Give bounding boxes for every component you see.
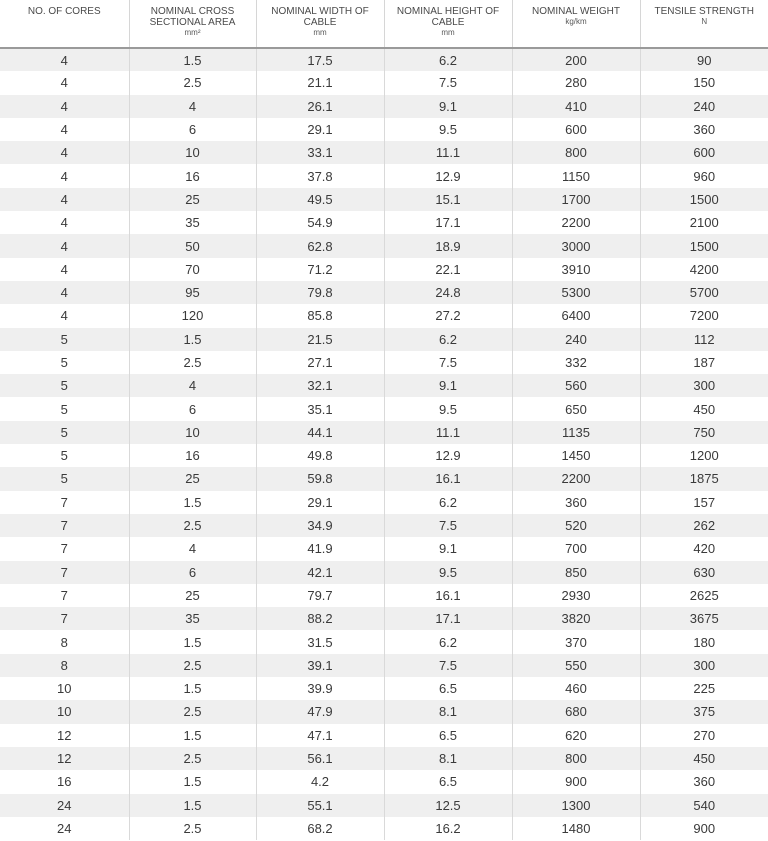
cell-tensile: 750 xyxy=(640,421,768,444)
table-row xyxy=(0,304,768,327)
cell-cross-section: 10 xyxy=(129,141,256,164)
table-row xyxy=(0,607,768,630)
cell-width: 49.8 xyxy=(256,444,384,467)
cell-cores: 10 xyxy=(0,700,129,723)
cell-cores: 5 xyxy=(0,467,129,490)
cell-cross-section: 25 xyxy=(129,584,256,607)
cell-tensile: 150 xyxy=(640,71,768,94)
cell-weight: 700 xyxy=(512,537,640,560)
cell-width: 68.2 xyxy=(256,817,384,840)
cell-tensile: 5700 xyxy=(640,281,768,304)
cell-height: 6.2 xyxy=(384,491,512,514)
cell-height: 9.1 xyxy=(384,95,512,118)
header-cross-section xyxy=(129,0,256,48)
cell-cores: 4 xyxy=(0,188,129,211)
cell-height: 6.5 xyxy=(384,677,512,700)
cell-cross-section: 1.5 xyxy=(129,794,256,817)
cell-width: 55.1 xyxy=(256,794,384,817)
cell-cross-section: 120 xyxy=(129,304,256,327)
cell-cross-section: 16 xyxy=(129,164,256,187)
cell-weight: 680 xyxy=(512,700,640,723)
cell-weight: 800 xyxy=(512,141,640,164)
table-row xyxy=(0,281,768,304)
cell-cores: 5 xyxy=(0,421,129,444)
header-label: NOMINAL CROSS SECTIONAL AREA xyxy=(149,6,236,28)
cell-weight: 1480 xyxy=(512,817,640,840)
cell-height: 6.5 xyxy=(384,770,512,793)
cell-height: 9.1 xyxy=(384,374,512,397)
cell-cores: 4 xyxy=(0,95,129,118)
cell-cores: 5 xyxy=(0,444,129,467)
cell-cross-section: 10 xyxy=(129,421,256,444)
cell-height: 12.9 xyxy=(384,164,512,187)
cell-height: 8.1 xyxy=(384,747,512,770)
header-width xyxy=(256,0,384,48)
cell-cross-section: 2.5 xyxy=(129,514,256,537)
header-label: NOMINAL WIDTH OF CABLE xyxy=(271,6,369,28)
cell-cross-section: 4 xyxy=(129,374,256,397)
cell-width: 85.8 xyxy=(256,304,384,327)
cell-height: 15.1 xyxy=(384,188,512,211)
cell-cross-section: 4 xyxy=(129,95,256,118)
cell-cross-section: 1.5 xyxy=(129,770,256,793)
table-row xyxy=(0,770,768,793)
table-row xyxy=(0,328,768,351)
cell-width: 35.1 xyxy=(256,397,384,420)
cell-cross-section: 2.5 xyxy=(129,654,256,677)
cell-height: 11.1 xyxy=(384,141,512,164)
cell-width: 37.8 xyxy=(256,164,384,187)
cell-weight: 560 xyxy=(512,374,640,397)
table-row xyxy=(0,724,768,747)
table-row xyxy=(0,537,768,560)
cell-cores: 24 xyxy=(0,794,129,817)
cell-height: 17.1 xyxy=(384,607,512,630)
cell-width: 41.9 xyxy=(256,537,384,560)
cell-width: 71.2 xyxy=(256,258,384,281)
cell-weight: 200 xyxy=(512,48,640,71)
cell-height: 6.2 xyxy=(384,630,512,653)
cell-width: 39.9 xyxy=(256,677,384,700)
table-row xyxy=(0,164,768,187)
header-tensile xyxy=(640,0,768,48)
table-row xyxy=(0,491,768,514)
cell-tensile: 360 xyxy=(640,118,768,141)
cell-cores: 4 xyxy=(0,164,129,187)
cell-weight: 1150 xyxy=(512,164,640,187)
cell-cross-section: 35 xyxy=(129,211,256,234)
cell-width: 34.9 xyxy=(256,514,384,537)
cell-weight: 360 xyxy=(512,491,640,514)
cell-cores: 8 xyxy=(0,654,129,677)
table-row xyxy=(0,234,768,257)
cell-height: 18.9 xyxy=(384,234,512,257)
cell-cores: 7 xyxy=(0,561,129,584)
cell-tensile: 630 xyxy=(640,561,768,584)
cell-cores: 5 xyxy=(0,397,129,420)
cell-cross-section: 1.5 xyxy=(129,48,256,71)
cell-cross-section: 70 xyxy=(129,258,256,281)
cell-cross-section: 95 xyxy=(129,281,256,304)
cell-height: 16.2 xyxy=(384,817,512,840)
cell-weight: 5300 xyxy=(512,281,640,304)
cell-weight: 900 xyxy=(512,770,640,793)
cell-width: 42.1 xyxy=(256,561,384,584)
cell-tensile: 360 xyxy=(640,770,768,793)
cell-tensile: 450 xyxy=(640,747,768,770)
table-body xyxy=(0,48,768,840)
cell-tensile: 240 xyxy=(640,95,768,118)
cell-width: 29.1 xyxy=(256,491,384,514)
table-row xyxy=(0,654,768,677)
cell-cores: 4 xyxy=(0,211,129,234)
cell-width: 26.1 xyxy=(256,95,384,118)
cell-width: 49.5 xyxy=(256,188,384,211)
cell-tensile: 900 xyxy=(640,817,768,840)
table-row xyxy=(0,48,768,71)
cell-cross-section: 2.5 xyxy=(129,747,256,770)
cell-cores: 10 xyxy=(0,677,129,700)
header-label: NO. OF CORES xyxy=(27,6,101,17)
cell-weight: 3910 xyxy=(512,258,640,281)
cell-height: 7.5 xyxy=(384,514,512,537)
cell-weight: 2200 xyxy=(512,467,640,490)
cell-width: 79.7 xyxy=(256,584,384,607)
cell-tensile: 300 xyxy=(640,374,768,397)
cell-weight: 280 xyxy=(512,71,640,94)
cell-weight: 1135 xyxy=(512,421,640,444)
cell-width: 21.5 xyxy=(256,328,384,351)
cell-width: 62.8 xyxy=(256,234,384,257)
cell-cores: 7 xyxy=(0,491,129,514)
cell-weight: 800 xyxy=(512,747,640,770)
table-row xyxy=(0,700,768,723)
cell-weight: 1300 xyxy=(512,794,640,817)
cell-cores: 4 xyxy=(0,258,129,281)
cell-width: 32.1 xyxy=(256,374,384,397)
cell-cross-section: 1.5 xyxy=(129,677,256,700)
cell-height: 22.1 xyxy=(384,258,512,281)
cell-cores: 4 xyxy=(0,281,129,304)
table-row xyxy=(0,71,768,94)
cell-width: 17.5 xyxy=(256,48,384,71)
header-unit: mm xyxy=(441,28,455,37)
table-row xyxy=(0,747,768,770)
cell-weight: 240 xyxy=(512,328,640,351)
cell-height: 24.8 xyxy=(384,281,512,304)
table-row xyxy=(0,794,768,817)
cell-cores: 7 xyxy=(0,584,129,607)
cell-tensile: 1500 xyxy=(640,234,768,257)
cell-weight: 600 xyxy=(512,118,640,141)
cell-height: 9.5 xyxy=(384,118,512,141)
cell-tensile: 3675 xyxy=(640,607,768,630)
cell-weight: 2930 xyxy=(512,584,640,607)
cell-tensile: 262 xyxy=(640,514,768,537)
cell-cores: 7 xyxy=(0,537,129,560)
cell-width: 54.9 xyxy=(256,211,384,234)
cell-cross-section: 35 xyxy=(129,607,256,630)
cell-weight: 520 xyxy=(512,514,640,537)
cell-tensile: 450 xyxy=(640,397,768,420)
cell-height: 6.5 xyxy=(384,724,512,747)
cell-cores: 12 xyxy=(0,747,129,770)
cell-weight: 6400 xyxy=(512,304,640,327)
cell-width: 44.1 xyxy=(256,421,384,444)
header-unit: mm xyxy=(313,28,327,37)
table-row xyxy=(0,188,768,211)
cell-width: 59.8 xyxy=(256,467,384,490)
cell-tensile: 112 xyxy=(640,328,768,351)
cell-width: 47.9 xyxy=(256,700,384,723)
cell-cores: 5 xyxy=(0,351,129,374)
cell-width: 56.1 xyxy=(256,747,384,770)
cell-tensile: 225 xyxy=(640,677,768,700)
cell-cross-section: 25 xyxy=(129,467,256,490)
cell-width: 4.2 xyxy=(256,770,384,793)
cell-width: 33.1 xyxy=(256,141,384,164)
cell-height: 16.1 xyxy=(384,467,512,490)
table-row xyxy=(0,211,768,234)
cell-cores: 4 xyxy=(0,71,129,94)
cell-tensile: 600 xyxy=(640,141,768,164)
header-cores xyxy=(0,0,129,48)
cell-tensile: 2100 xyxy=(640,211,768,234)
cell-weight: 460 xyxy=(512,677,640,700)
cell-width: 27.1 xyxy=(256,351,384,374)
table-row xyxy=(0,561,768,584)
cell-cross-section: 1.5 xyxy=(129,328,256,351)
table-row xyxy=(0,630,768,653)
cell-height: 12.9 xyxy=(384,444,512,467)
cell-height: 16.1 xyxy=(384,584,512,607)
cell-cross-section: 1.5 xyxy=(129,630,256,653)
cell-tensile: 270 xyxy=(640,724,768,747)
cell-width: 21.1 xyxy=(256,71,384,94)
cell-cross-section: 1.5 xyxy=(129,491,256,514)
cell-height: 7.5 xyxy=(384,654,512,677)
cell-cores: 16 xyxy=(0,770,129,793)
table-row xyxy=(0,584,768,607)
cell-width: 39.1 xyxy=(256,654,384,677)
cell-cross-section: 4 xyxy=(129,537,256,560)
header-height xyxy=(384,0,512,48)
cell-tensile: 420 xyxy=(640,537,768,560)
cell-cores: 8 xyxy=(0,630,129,653)
cell-height: 9.1 xyxy=(384,537,512,560)
cell-cores: 4 xyxy=(0,304,129,327)
header-label: TENSILE STRENGTH xyxy=(654,6,754,17)
cell-height: 17.1 xyxy=(384,211,512,234)
cell-weight: 332 xyxy=(512,351,640,374)
header-label: NOMINAL WEIGHT xyxy=(532,6,620,17)
table-row xyxy=(0,817,768,840)
cell-height: 9.5 xyxy=(384,397,512,420)
table-row xyxy=(0,118,768,141)
cell-height: 8.1 xyxy=(384,700,512,723)
cell-width: 29.1 xyxy=(256,118,384,141)
cell-height: 6.2 xyxy=(384,328,512,351)
cell-cross-section: 6 xyxy=(129,561,256,584)
cell-tensile: 4200 xyxy=(640,258,768,281)
cell-weight: 3820 xyxy=(512,607,640,630)
cell-weight: 550 xyxy=(512,654,640,677)
cell-height: 12.5 xyxy=(384,794,512,817)
cell-tensile: 1875 xyxy=(640,467,768,490)
cell-tensile: 1500 xyxy=(640,188,768,211)
cell-cross-section: 2.5 xyxy=(129,71,256,94)
header-unit: kg/km xyxy=(565,17,587,26)
table-row xyxy=(0,421,768,444)
cell-width: 88.2 xyxy=(256,607,384,630)
cell-cross-section: 16 xyxy=(129,444,256,467)
cell-cross-section: 2.5 xyxy=(129,817,256,840)
header-weight xyxy=(512,0,640,48)
table-row xyxy=(0,397,768,420)
cell-weight: 650 xyxy=(512,397,640,420)
cell-tensile: 90 xyxy=(640,48,768,71)
cell-tensile: 7200 xyxy=(640,304,768,327)
cell-cross-section: 25 xyxy=(129,188,256,211)
table-row xyxy=(0,467,768,490)
cell-weight: 410 xyxy=(512,95,640,118)
cell-width: 79.8 xyxy=(256,281,384,304)
cell-cores: 4 xyxy=(0,48,129,71)
cell-tensile: 540 xyxy=(640,794,768,817)
header-label: NOMINAL HEIGHT OF CABLE xyxy=(396,6,500,28)
cell-cores: 12 xyxy=(0,724,129,747)
cell-cores: 7 xyxy=(0,514,129,537)
cell-height: 27.2 xyxy=(384,304,512,327)
cell-width: 31.5 xyxy=(256,630,384,653)
cell-tensile: 1200 xyxy=(640,444,768,467)
cell-weight: 850 xyxy=(512,561,640,584)
cell-height: 7.5 xyxy=(384,71,512,94)
cell-cross-section: 1.5 xyxy=(129,724,256,747)
cell-cross-section: 6 xyxy=(129,397,256,420)
header-unit: mm² xyxy=(184,28,201,37)
cell-cores: 5 xyxy=(0,374,129,397)
header-unit: N xyxy=(701,17,708,26)
cell-height: 11.1 xyxy=(384,421,512,444)
cell-width: 47.1 xyxy=(256,724,384,747)
table-row xyxy=(0,444,768,467)
cell-cores: 4 xyxy=(0,118,129,141)
cell-cores: 7 xyxy=(0,607,129,630)
table-row xyxy=(0,514,768,537)
cell-tensile: 187 xyxy=(640,351,768,374)
cell-cores: 4 xyxy=(0,141,129,164)
cell-cores: 5 xyxy=(0,328,129,351)
cell-height: 9.5 xyxy=(384,561,512,584)
table-row xyxy=(0,141,768,164)
table-header xyxy=(0,0,768,48)
header-row xyxy=(0,0,768,48)
cell-height: 6.2 xyxy=(384,48,512,71)
cell-cores: 24 xyxy=(0,817,129,840)
table-row xyxy=(0,374,768,397)
cell-tensile: 180 xyxy=(640,630,768,653)
cell-weight: 2200 xyxy=(512,211,640,234)
cell-height: 7.5 xyxy=(384,351,512,374)
cell-weight: 1700 xyxy=(512,188,640,211)
cell-weight: 1450 xyxy=(512,444,640,467)
cell-cross-section: 2.5 xyxy=(129,700,256,723)
cell-weight: 620 xyxy=(512,724,640,747)
cell-cross-section: 6 xyxy=(129,118,256,141)
cell-tensile: 2625 xyxy=(640,584,768,607)
cell-weight: 370 xyxy=(512,630,640,653)
cell-cross-section: 50 xyxy=(129,234,256,257)
cell-tensile: 960 xyxy=(640,164,768,187)
cell-tensile: 375 xyxy=(640,700,768,723)
table-row xyxy=(0,677,768,700)
cell-cross-section: 2.5 xyxy=(129,351,256,374)
table-row xyxy=(0,258,768,281)
table-row xyxy=(0,351,768,374)
cell-tensile: 300 xyxy=(640,654,768,677)
cell-cores: 4 xyxy=(0,234,129,257)
cell-weight: 3000 xyxy=(512,234,640,257)
table-row xyxy=(0,95,768,118)
cell-tensile: 157 xyxy=(640,491,768,514)
